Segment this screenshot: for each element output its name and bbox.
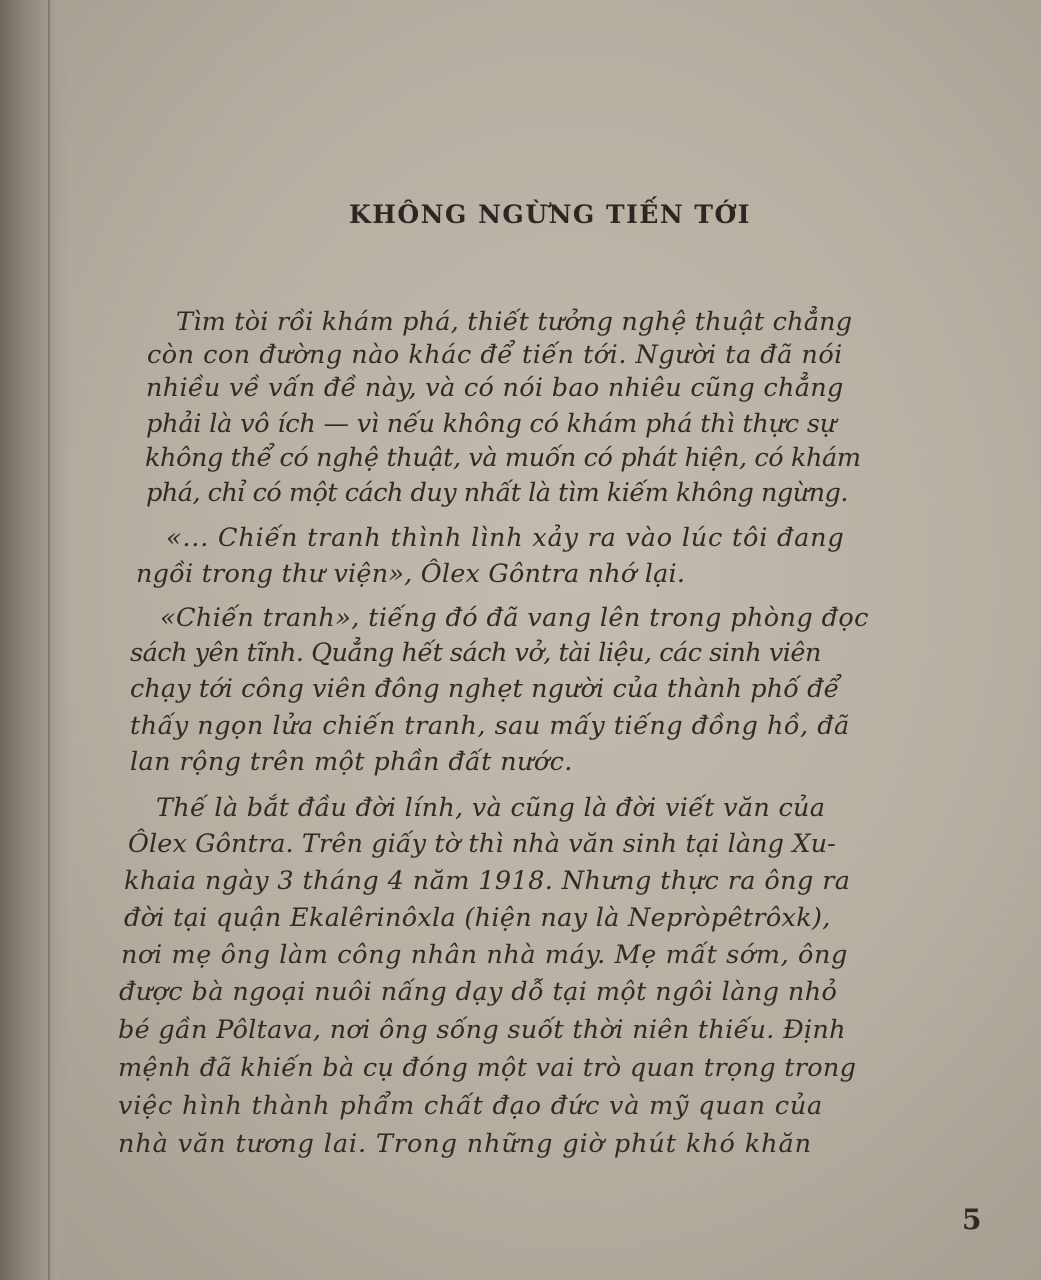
chapter-title: KHÔNG NGỪNG TIẾN TỚI <box>349 200 751 229</box>
text-line: mệnh đã khiến bà cụ đóng một vai trò quan trọng trong <box>118 1053 857 1083</box>
text-line: ngồi trong thư viện», Ôlex Gôntra nhớ lại. <box>136 559 686 589</box>
text-line: chạy tới công viên đông nghẹt người của thành phố để <box>130 674 840 704</box>
text-line: Tìm tòi rồi khám phá, thiết tưởng nghệ thuật chẳng <box>176 307 853 337</box>
text-line: thấy ngọn lửa chiến tranh, sau mấy tiếng đồng hồ, đã <box>130 711 850 741</box>
text-line: «... Chiến tranh thình lình xảy ra vào lúc tôi đang <box>166 523 845 553</box>
text-line: Thế là bắt đầu đời lính, và cũng là đời viết văn của <box>156 793 826 823</box>
text-line: nhà văn tương lai. Trong những giờ phút khó khăn <box>118 1129 812 1159</box>
text-line: nơi mẹ ông làm công nhân nhà máy. Mẹ mất sớm, ông <box>121 940 848 970</box>
text-line: lan rộng trên một phần đất nước. <box>130 747 573 777</box>
text-line: «Chiến tranh», tiếng đó đã vang lên trong phòng đọc <box>160 603 869 633</box>
text-line: việc hình thành phẩm chất đạo đức và mỹ quan của <box>118 1091 824 1121</box>
text-line: được bà ngoại nuôi nấng dạy dỗ tại một ngôi làng nhỏ <box>119 977 838 1007</box>
text-line: đời tại quận Ekalêrinôxla (hiện nay là Nepròpêtrôxk), <box>124 903 831 933</box>
text-line: bé gần Pôltava, nơi ông sống suốt thời niên thiếu. Định <box>118 1015 846 1045</box>
text-line: phải là vô ích — vì nếu không có khám phá thì thực sự <box>146 409 836 439</box>
page-number: 5 <box>962 1203 982 1236</box>
text-line: Ôlex Gôntra. Trên giấy tờ thì nhà văn sinh tại làng Xu- <box>128 829 836 859</box>
text-line: khaia ngày 3 tháng 4 năm 1918. Nhưng thực ra ông ra <box>124 866 851 896</box>
text-line: còn con đường nào khác để tiến tới. Người ta đã nói <box>147 340 843 370</box>
text-line: nhiều về vấn đề này, và có nói bao nhiêu cũng chẳng <box>146 373 844 403</box>
text-line: sách yên tĩnh. Quẳng hết sách vở, tài liệu, các sinh viên <box>130 638 821 668</box>
text-line: phá, chỉ có một cách duy nhất là tìm kiếm không ngừng. <box>146 478 848 508</box>
text-line: không thể có nghệ thuật, và muốn có phát hiện, có khám <box>145 443 861 473</box>
